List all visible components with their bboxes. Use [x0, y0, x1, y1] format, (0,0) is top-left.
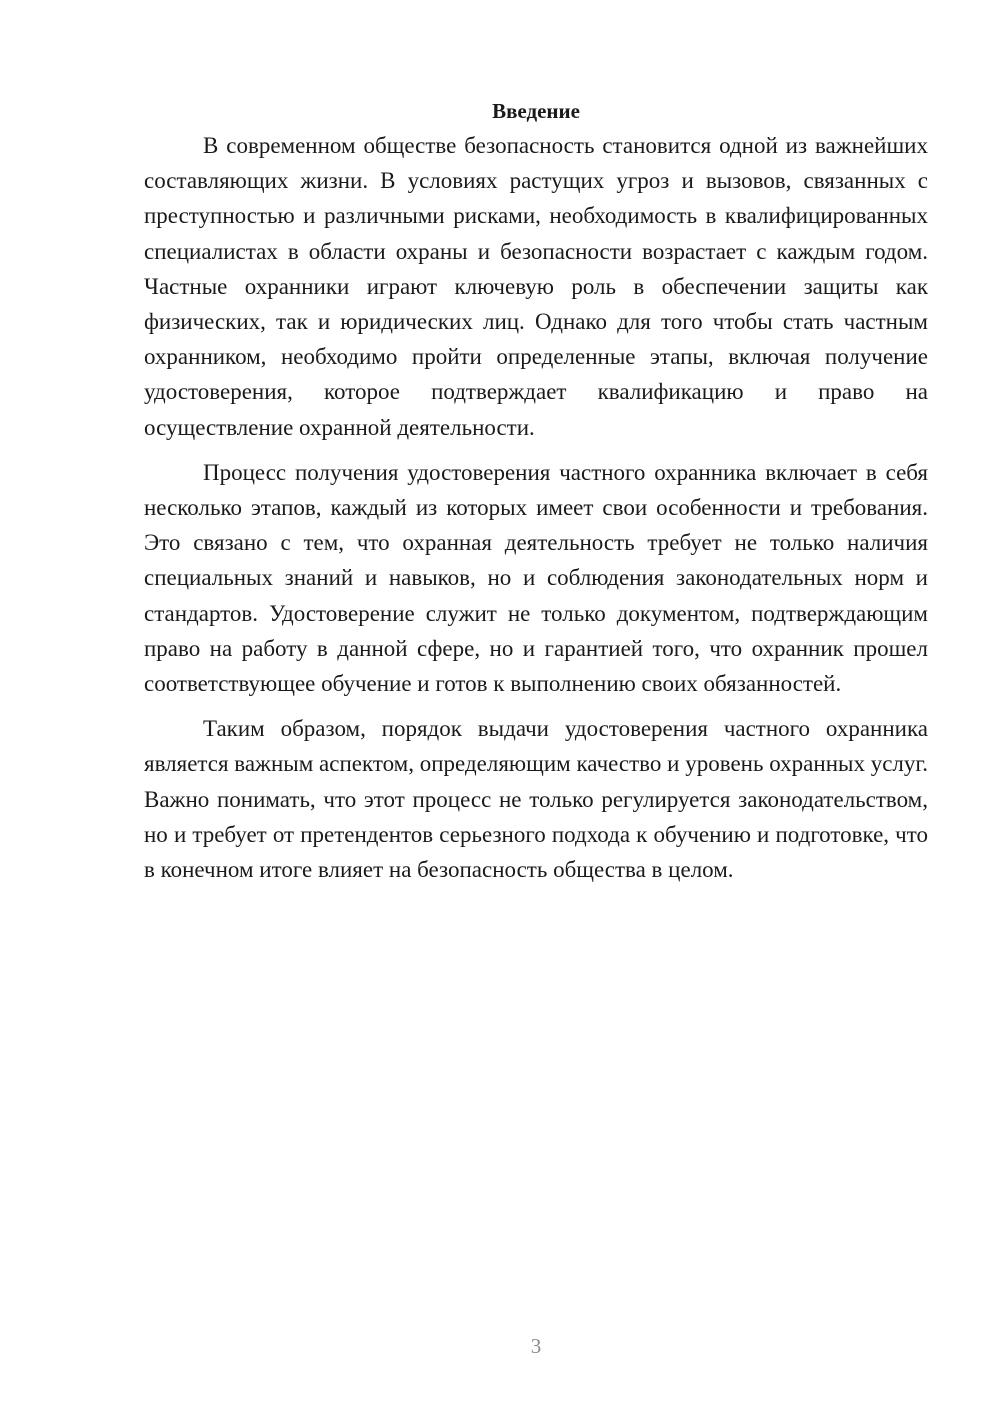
page-content [144, 96, 928, 897]
paragraph-1: В современном обществе безопасность становится одной из важнейших составляющих жизни. В условиях растущих угроз и вызовов, связанных с преступностью и различными рисками, необходимость в квалифицированных специалистах в области охраны и безопасности возрастает с каждым годом. Частные охранники играют ключевую роль в обеспечении защиты как физических, так и юридических лиц. Однако для того чтобы стать частным охранником, необходимо пройти определенные этапы, включая получение удостоверения, которое подтверждает квалификацию и право на осуществление охранной деятельности. [144, 133, 928, 440]
paragraph-3: Таким образом, порядок выдачи удостоверения частного охранника является важным аспектом, определяющим качество и уровень охранных услуг. Важно понимать, что этот процесс не только регулируется законодательством, но и требует от претендентов серьезного подхода к обучению и подготовке, что в конечном итоге влияет на безопасность общества в целом. [144, 716, 928, 883]
section-heading: Введение [492, 99, 580, 123]
page-number: 3 [530, 1334, 542, 1358]
paragraph-2: Процесс получения удостоверения частного охранника включает в себя несколько этапов, каждый из которых имеет свои особенности и требования. Это связано с тем, что охранная деятельность требует не только наличия специальных знаний и навыков, но и соблюдения законодательных норм и стандартов. Удостоверение служит не только документом, подтверждающим право на работу в данной сфере, но и гарантией того, что охранник прошел соответствующее обучение и готов к выполнению своих обязанностей. [144, 459, 928, 697]
